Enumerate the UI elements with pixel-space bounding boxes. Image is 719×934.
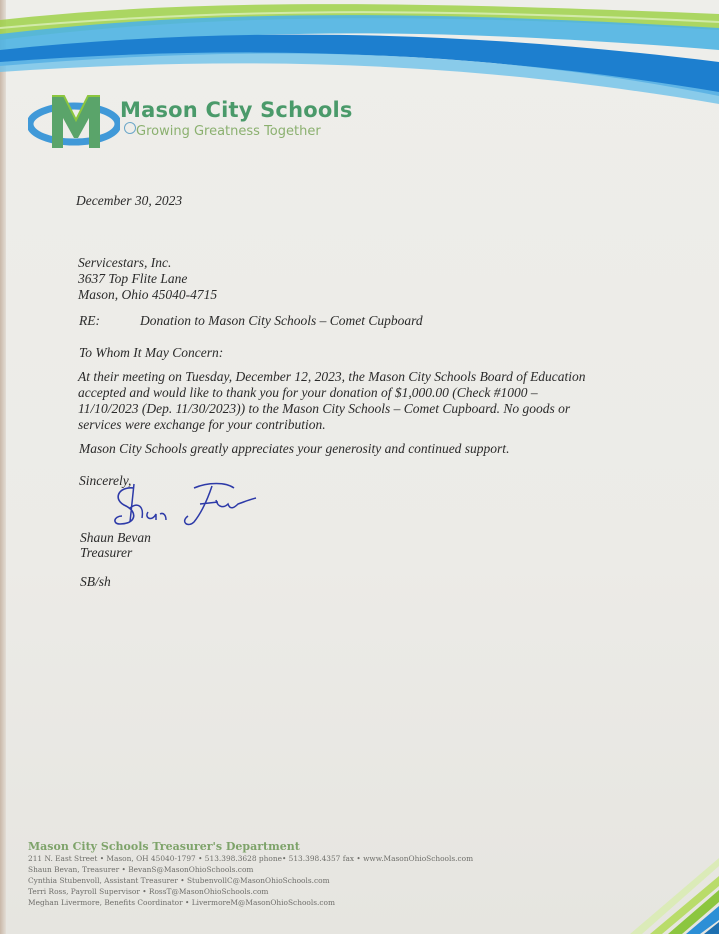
recipient-line: 3637 Top Flite Lane	[78, 271, 188, 286]
footer-department: Mason City Schools Treasurer's Department	[28, 840, 300, 853]
body-line: 11/10/2023 (Dep. 11/30/2023)) to the Mason City Schools – Comet Cupboard. No goods or	[78, 401, 571, 416]
tagline-ring-icon	[124, 122, 136, 134]
footer-contact-line: Cynthia Stubenvoll, Assistant Treasurer • StubenvollC@MasonOhioSchools.com	[28, 876, 330, 885]
letterhead-footer	[28, 840, 473, 908]
signer-title: Treasurer	[80, 545, 133, 560]
subject-label: RE:	[79, 313, 100, 328]
recipient-address	[78, 255, 217, 303]
page-fold-shadow	[0, 0, 6, 934]
subject-line	[79, 313, 423, 329]
footer-contact-line: Shaun Bevan, Treasurer • BevanS@MasonOhioSchools.com	[28, 865, 254, 874]
body-line: services were exchange for your contribution.	[78, 417, 326, 432]
mason-m-logo-icon	[28, 86, 120, 156]
body-line: accepted and would like to thank you for your donation of $1,000.00 (Check #1000 –	[78, 385, 538, 400]
recipient-line: Servicestars, Inc.	[78, 255, 172, 270]
typist-initials: SB/sh	[80, 574, 111, 589]
footer-address-line: 211 N. East Street • Mason, OH 45040-1797 • 513.398.3628 phone• 513.398.4357 fax • www.MasonOhioSchools.com	[28, 854, 474, 863]
footer-contact-line: Meghan Livermore, Benefits Coordinator • LivermoreM@MasonOhioSchools.com	[28, 898, 335, 907]
footer-contact-line: Terri Ross, Payroll Supervisor • RossT@MasonOhioSchools.com	[28, 887, 269, 896]
footer-stripe-graphic	[590, 846, 719, 934]
letterhead-school-name: Mason City Schools	[120, 98, 353, 122]
handwritten-signature	[108, 478, 268, 530]
letter-date: December 30, 2023	[76, 193, 183, 208]
salutation: To Whom It May Concern:	[79, 345, 224, 360]
subject-text: Donation to Mason City Schools – Comet Cupboard	[140, 313, 423, 328]
letterhead-tagline: Growing Greatness Together	[136, 124, 321, 139]
recipient-line: Mason, Ohio 45040-4715	[78, 287, 218, 302]
letter-body-paragraph	[78, 369, 638, 433]
signer-name: Shaun Bevan	[80, 530, 151, 545]
body-line: At their meeting on Tuesday, December 12, 2023, the Mason City Schools Board of Education	[78, 369, 586, 384]
closing: Sincerely,	[79, 473, 132, 488]
appreciation-paragraph: Mason City Schools greatly appreciates your generosity and continued support.	[79, 441, 510, 456]
